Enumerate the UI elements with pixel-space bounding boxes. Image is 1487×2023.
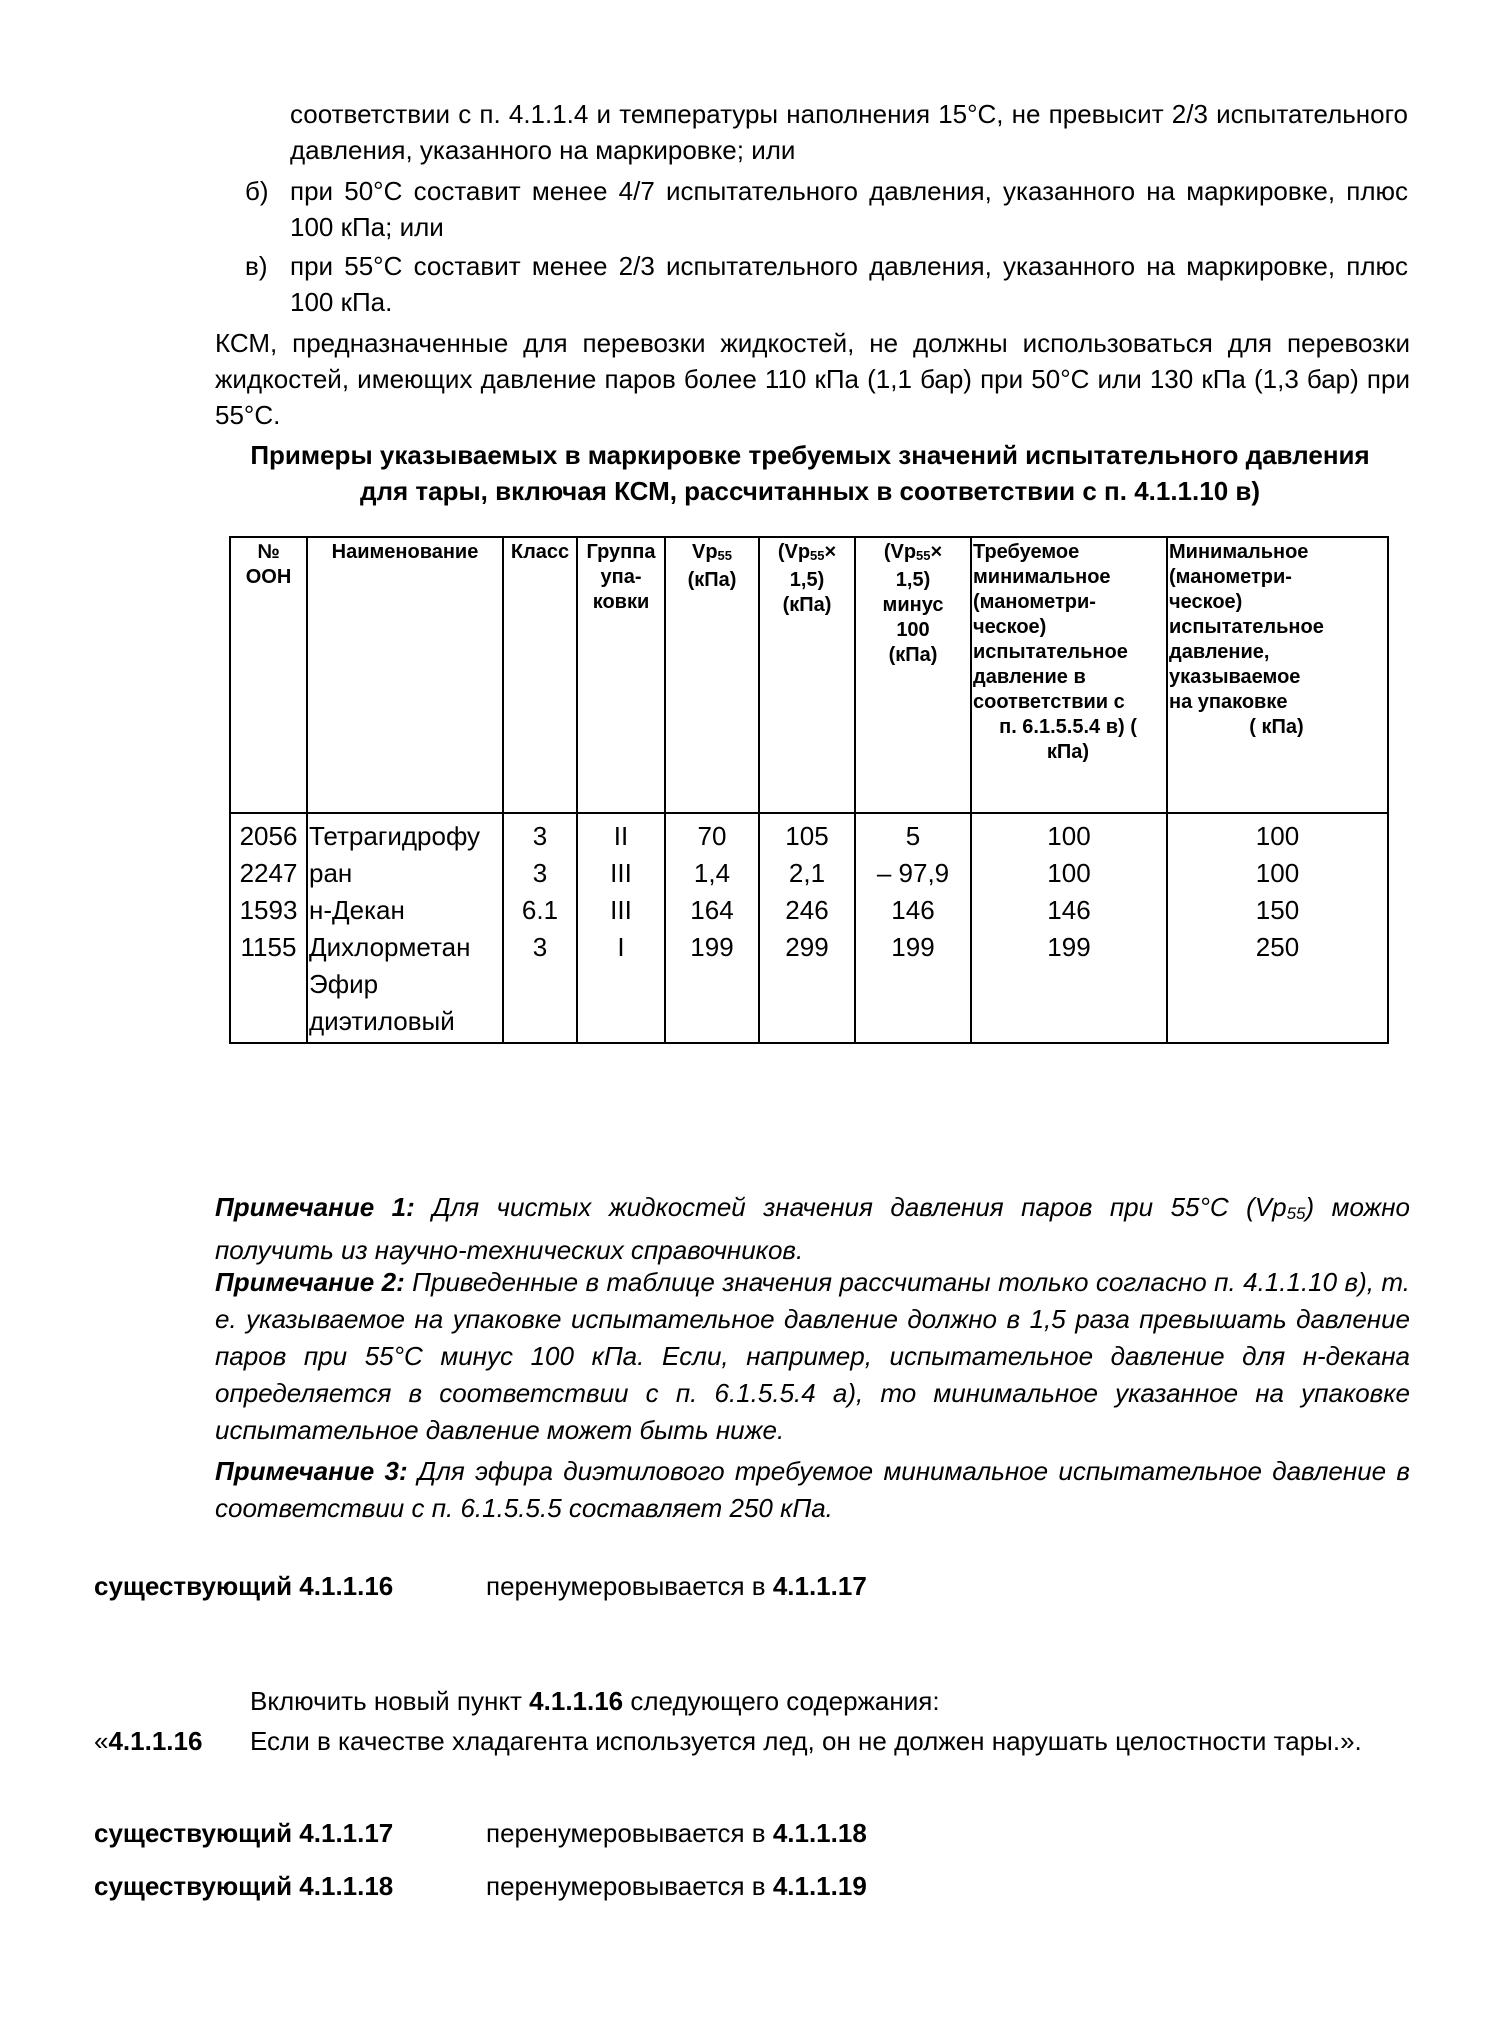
cell-vp55: 70 1,4 164 199: [665, 813, 759, 1043]
table-title-line1: Примеры указываемых в маркировке требуемых значений испытательного давления: [250, 440, 1370, 470]
cell-vp55-x15-minus100: 5 – 97,9 146 199: [855, 813, 971, 1043]
note-3-label: Примечание 3:: [215, 1456, 408, 1486]
table-title-line2: для тары, включая КСМ, рассчитанных в соответствии с п. 4.1.1.10 в): [359, 476, 1261, 506]
include-number: 4.1.1.16: [529, 1686, 624, 1716]
amendment-3-target: 4.1.1.19: [772, 1871, 867, 1901]
note-2-text: Приведенные в таблице значения рассчитаны только согласно п. 4.1.1.10 в), т. е. указываемое на упаковке испытательное давление должно в 1,5 раза превышать давление паров при 55°C минус 100 кПа. Если, например, испытательное давление для н-декана определяется в соответствии с п. 6.1.5.5.4 а), то минимальное указанное на упаковке испытательное давление может быть ниже.: [215, 1267, 1411, 1445]
note-1-text-b: ) можно получить из научно-технических справочников.: [215, 1192, 1411, 1265]
include-text-a: Включить новый пункт: [250, 1686, 530, 1716]
header-vp55: Vp55 (кПа): [665, 537, 759, 813]
header-name: Наименование: [307, 537, 503, 813]
amendment-1-target: 4.1.1.17: [772, 1571, 867, 1601]
include-new-point: [250, 1683, 1410, 1719]
cell-vp55-x15: 105 2,1 246 299: [759, 813, 855, 1043]
item-c: [245, 248, 1408, 320]
note-3-text: Для эфира диэтилового требуемое минимальное испытательное давление в соответствии с п. 6.1.5.5.5 составляет 250 кПа.: [215, 1456, 1410, 1523]
note-1: [215, 1189, 1410, 1269]
table-data-row: [230, 813, 1388, 1043]
item-b-marker: б): [245, 176, 269, 206]
cell-packing-groups: II III III I: [577, 813, 665, 1043]
amendment-renumber-4-1-1-17: [94, 1815, 1414, 1851]
header-class: Класс: [503, 537, 577, 813]
note-2: [215, 1264, 1410, 1449]
note-1-text-a: Для чистых жидкостей значения давления паров при 55°C (Vp: [414, 1192, 1287, 1222]
new-point-4-1-1-16: [94, 1723, 1410, 1759]
amendment-2-label: существующий 4.1.1.17: [94, 1818, 394, 1848]
item-b-text: при 50°C составит менее 4/7 испытательного давления, указанного на маркировке, плюс 100 кПа; или: [290, 176, 1408, 242]
include-text-b: следующего содержания:: [623, 1686, 940, 1716]
header-un-number: № ООН: [230, 537, 307, 813]
amendment-3-label: существующий 4.1.1.18: [94, 1871, 394, 1901]
ksm-paragraph: КСМ, предназначенные для перевозки жидкостей, не должны использоваться для перевозки жидкостей, имеющих давление паров более 110 кПа (1,1 бар) при 50°C или 130 кПа (1,3 бар) при 55°C.: [215, 328, 1410, 430]
cell-un-numbers: 2056 2247 1593 1155: [230, 813, 307, 1043]
header-required-min-pressure: Требуемое минимальное (манометри- ческое) испытательное давление в соответствии с п. 6.1.5.5.4 в) ( кПа): [971, 537, 1167, 813]
header-packing-group: Группа упа- ковки: [577, 537, 665, 813]
header-minimum-marked-pressure: Минимальное (манометри- ческое) испытательное давление, указываемое на упаковке ( кПа): [1167, 537, 1388, 813]
item-a-continuation: соответствии с п. 4.1.1.4 и температуры наполнения 15°C, не превысит 2/3 испытательного давления, указанного на маркировке; или: [290, 99, 1408, 165]
new-point-number: «4.1.1.16: [94, 1726, 203, 1756]
table-header-row: [230, 537, 1388, 813]
item-b: [245, 173, 1408, 245]
cell-minimum-values: 100 100 150 250: [1167, 813, 1388, 1043]
amendment-2-target: 4.1.1.18: [772, 1818, 867, 1848]
note-1-subscript: 55: [1286, 1204, 1306, 1223]
amendment-renumber-4-1-1-16: [94, 1568, 1414, 1604]
cell-names: Тетрагидрофу ран н-Декан Дихлорметан Эфир диэтиловый: [307, 813, 503, 1043]
test-pressure-table: [229, 536, 1389, 1044]
note-2-label: Примечание 2:: [215, 1267, 405, 1297]
note-1-label: Примечание 1:: [215, 1192, 415, 1222]
item-c-text: при 55°C составит менее 2/3 испытательного давления, указанного на маркировке, плюс 100 кПа.: [290, 251, 1408, 317]
amendment-1-text: перенумеровывается в: [486, 1571, 773, 1601]
cell-classes: 3 3 6.1 3: [503, 813, 577, 1043]
amendment-2-text: перенумеровывается в: [486, 1818, 773, 1848]
amendment-renumber-4-1-1-18: [94, 1868, 1414, 1904]
amendment-3-text: перенумеровывается в: [486, 1871, 773, 1901]
header-vp55-x15-minus100: (Vp55× 1,5) минус 100 (кПа): [855, 537, 971, 813]
cell-required-values: 100 100 146 199: [971, 813, 1167, 1043]
new-point-text: Если в качестве хладагента используется лед, он не должен нарушать целостности тары.».: [250, 1726, 1362, 1756]
table-title: [215, 437, 1405, 509]
amendment-1-label: существующий 4.1.1.16: [94, 1571, 394, 1601]
header-vp55-x15: (Vp55× 1,5) (кПа): [759, 537, 855, 813]
item-c-marker: в): [245, 251, 268, 281]
note-3: [215, 1453, 1410, 1527]
